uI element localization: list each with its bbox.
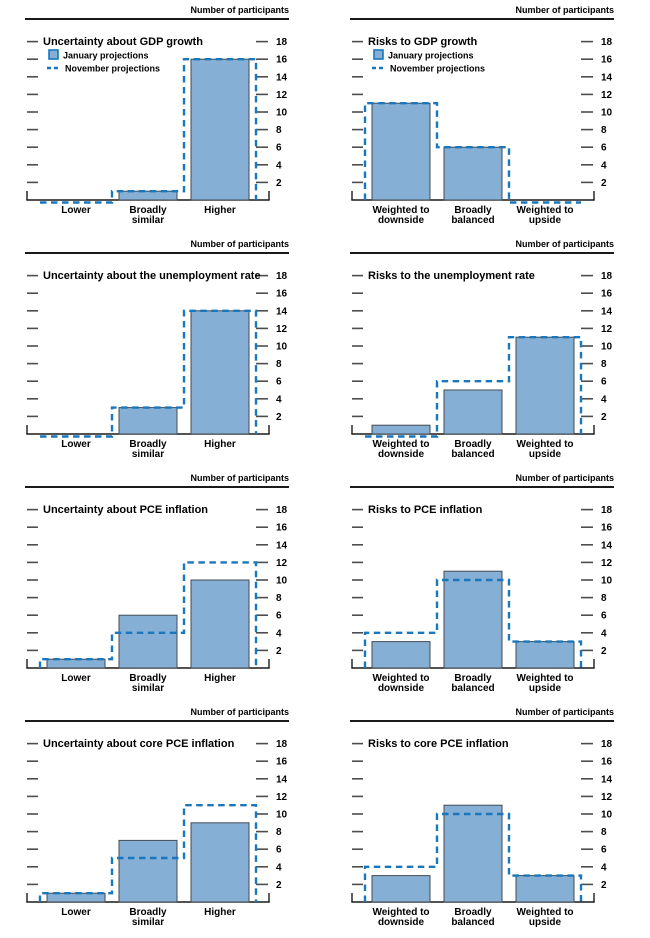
y-tick-label: 4 bbox=[276, 628, 282, 640]
legend-january-label: January projections bbox=[388, 50, 474, 61]
y-tick-label: 6 bbox=[601, 142, 607, 154]
category-label: balanced bbox=[451, 215, 495, 226]
y-axis-title: Number of participants bbox=[515, 707, 614, 717]
y-tick-label: 2 bbox=[276, 411, 282, 423]
panel-risks-core-pce-inflation bbox=[325, 702, 650, 936]
y-tick-label: 4 bbox=[276, 160, 282, 172]
chart-risks-core-pce-inflation bbox=[350, 722, 614, 934]
y-tick-label: 10 bbox=[276, 575, 288, 587]
january-bar bbox=[191, 59, 249, 200]
january-bar bbox=[372, 103, 430, 200]
category-label: Broadly bbox=[129, 439, 167, 450]
panel-title: Risks to the unemployment rate bbox=[368, 270, 535, 283]
y-axis-title: Number of participants bbox=[515, 239, 614, 249]
y-tick-label: 14 bbox=[601, 72, 613, 84]
y-tick-label: 16 bbox=[601, 522, 613, 534]
category-label: similar bbox=[131, 215, 165, 226]
january-bar bbox=[191, 311, 249, 434]
category-label: Broadly bbox=[454, 673, 492, 684]
january-bar bbox=[191, 580, 249, 668]
category-label: similar bbox=[131, 917, 165, 928]
panel-title: Uncertainty about core PCE inflation bbox=[43, 738, 235, 751]
january-bar bbox=[119, 408, 177, 434]
january-bar bbox=[516, 337, 574, 434]
y-tick-label: 12 bbox=[276, 89, 288, 101]
category-label: Broadly bbox=[454, 439, 492, 450]
category-label: Lower bbox=[61, 907, 91, 918]
y-tick-label: 10 bbox=[601, 575, 613, 587]
category-label: downside bbox=[377, 449, 425, 460]
y-tick-label: 2 bbox=[601, 177, 607, 189]
legend-january-swatch bbox=[374, 50, 383, 59]
january-bar bbox=[119, 840, 177, 902]
january-bar bbox=[516, 642, 574, 668]
y-tick-label: 4 bbox=[601, 160, 607, 172]
y-tick-label: 8 bbox=[601, 125, 607, 137]
y-tick-label: 2 bbox=[601, 411, 607, 423]
y-tick-label: 16 bbox=[276, 288, 288, 300]
y-tick-label: 14 bbox=[276, 306, 288, 318]
y-tick-label: 18 bbox=[276, 505, 288, 517]
y-tick-label: 10 bbox=[276, 809, 288, 821]
y-tick-label: 14 bbox=[276, 774, 288, 786]
category-label: Lower bbox=[61, 673, 91, 684]
y-tick-label: 18 bbox=[601, 271, 613, 283]
panel-uncertainty-pce-inflation bbox=[0, 468, 325, 702]
y-tick-label: 6 bbox=[601, 376, 607, 388]
y-tick-label: 2 bbox=[276, 645, 282, 657]
panel-risks-unemployment bbox=[325, 234, 650, 468]
y-tick-label: 12 bbox=[276, 791, 288, 803]
y-axis-title: Number of participants bbox=[190, 5, 289, 15]
y-tick-label: 4 bbox=[601, 394, 607, 406]
y-tick-label: 12 bbox=[601, 791, 613, 803]
bar-chart-canvas bbox=[350, 254, 614, 461]
january-bar bbox=[516, 876, 574, 902]
category-label: Lower bbox=[61, 205, 91, 216]
y-tick-label: 6 bbox=[276, 142, 282, 154]
y-axis-title: Number of participants bbox=[515, 5, 614, 15]
chart-risks-pce-inflation bbox=[350, 488, 614, 700]
y-tick-label: 4 bbox=[276, 862, 282, 874]
category-label: downside bbox=[377, 215, 425, 226]
category-label: balanced bbox=[451, 683, 495, 694]
y-tick-label: 18 bbox=[601, 739, 613, 751]
y-tick-label: 8 bbox=[276, 827, 282, 839]
panel-title: Risks to core PCE inflation bbox=[368, 738, 509, 751]
y-tick-label: 2 bbox=[276, 177, 282, 189]
panel-uncertainty-core-pce-inflation bbox=[0, 702, 325, 936]
category-label: Broadly bbox=[129, 673, 167, 684]
y-tick-label: 8 bbox=[601, 359, 607, 371]
bar-chart-canvas bbox=[350, 20, 614, 227]
chart-uncertainty-core-pce-inflation bbox=[25, 722, 289, 934]
chart-uncertainty-pce-inflation bbox=[25, 488, 289, 700]
y-tick-label: 6 bbox=[276, 610, 282, 622]
category-label: Higher bbox=[204, 205, 236, 216]
category-label: downside bbox=[377, 683, 425, 694]
panel-risks-pce-inflation bbox=[325, 468, 650, 702]
january-bar bbox=[444, 805, 502, 902]
legend-january-swatch bbox=[49, 50, 58, 59]
y-tick-label: 12 bbox=[601, 89, 613, 101]
y-tick-label: 16 bbox=[276, 756, 288, 768]
y-tick-label: 12 bbox=[276, 557, 288, 569]
y-tick-label: 6 bbox=[276, 844, 282, 856]
january-bar bbox=[444, 147, 502, 200]
chart-uncertainty-unemployment bbox=[25, 254, 289, 466]
y-tick-label: 10 bbox=[276, 107, 288, 119]
y-tick-label: 18 bbox=[601, 37, 613, 49]
y-tick-label: 10 bbox=[276, 341, 288, 353]
y-tick-label: 6 bbox=[601, 610, 607, 622]
panel-title: Uncertainty about GDP growth bbox=[43, 36, 203, 49]
y-tick-label: 8 bbox=[601, 593, 607, 605]
y-axis-title: Number of participants bbox=[190, 239, 289, 249]
y-axis-title: Number of participants bbox=[190, 473, 289, 483]
y-tick-label: 18 bbox=[276, 271, 288, 283]
january-bar bbox=[444, 571, 502, 668]
y-tick-label: 18 bbox=[276, 37, 288, 49]
january-bar bbox=[444, 390, 502, 434]
category-label: Higher bbox=[204, 439, 236, 450]
chart-risks-gdp-growth bbox=[350, 20, 614, 232]
bar-chart-canvas bbox=[350, 488, 614, 695]
category-label: Higher bbox=[204, 673, 236, 684]
y-tick-label: 16 bbox=[276, 54, 288, 66]
y-tick-label: 6 bbox=[601, 844, 607, 856]
category-label: Weighted to bbox=[372, 439, 430, 450]
category-label: Weighted to bbox=[516, 205, 574, 216]
category-label: Weighted to bbox=[372, 907, 430, 918]
category-label: upside bbox=[528, 449, 562, 460]
category-label: Weighted to bbox=[516, 673, 574, 684]
category-label: Weighted to bbox=[372, 673, 430, 684]
category-label: downside bbox=[377, 917, 425, 928]
y-tick-label: 14 bbox=[276, 72, 288, 84]
panel-uncertainty-unemployment bbox=[0, 234, 325, 468]
y-tick-label: 10 bbox=[601, 809, 613, 821]
y-tick-label: 2 bbox=[601, 645, 607, 657]
category-label: similar bbox=[131, 449, 165, 460]
category-label: Weighted to bbox=[516, 907, 574, 918]
category-label: upside bbox=[528, 917, 562, 928]
y-tick-label: 16 bbox=[601, 54, 613, 66]
legend-january-label: January projections bbox=[63, 50, 149, 61]
panel-title: Uncertainty about the unemployment rate bbox=[43, 270, 261, 283]
bar-chart-canvas bbox=[25, 722, 289, 929]
category-label: balanced bbox=[451, 449, 495, 460]
y-tick-label: 12 bbox=[276, 323, 288, 335]
january-bar bbox=[119, 191, 177, 200]
category-label: Broadly bbox=[129, 205, 167, 216]
y-tick-label: 4 bbox=[276, 394, 282, 406]
y-tick-label: 8 bbox=[276, 125, 282, 137]
chart-uncertainty-gdp-growth bbox=[25, 20, 289, 232]
y-tick-label: 14 bbox=[601, 774, 613, 786]
y-tick-label: 8 bbox=[276, 593, 282, 605]
panel-title: Uncertainty about PCE inflation bbox=[43, 504, 209, 517]
january-bar bbox=[47, 659, 105, 668]
category-label: Higher bbox=[204, 907, 236, 918]
y-axis-title: Number of participants bbox=[190, 707, 289, 717]
y-axis-title: Number of participants bbox=[515, 473, 614, 483]
january-bar bbox=[372, 876, 430, 902]
y-tick-label: 14 bbox=[276, 540, 288, 552]
y-tick-label: 16 bbox=[276, 522, 288, 534]
y-tick-label: 18 bbox=[601, 505, 613, 517]
bar-chart-canvas bbox=[25, 20, 289, 227]
y-tick-label: 8 bbox=[601, 827, 607, 839]
january-bar bbox=[191, 823, 249, 902]
y-tick-label: 12 bbox=[601, 323, 613, 335]
january-bar bbox=[119, 615, 177, 668]
category-label: Weighted to bbox=[372, 205, 430, 216]
bar-chart-canvas bbox=[350, 722, 614, 929]
january-bar bbox=[372, 425, 430, 434]
january-bar bbox=[372, 642, 430, 668]
y-tick-label: 14 bbox=[601, 306, 613, 318]
panel-risks-gdp-growth bbox=[325, 0, 650, 234]
category-label: balanced bbox=[451, 917, 495, 928]
category-label: upside bbox=[528, 215, 562, 226]
category-label: Broadly bbox=[129, 907, 167, 918]
y-tick-label: 2 bbox=[601, 879, 607, 891]
y-tick-label: 18 bbox=[276, 739, 288, 751]
y-tick-label: 10 bbox=[601, 341, 613, 353]
category-label: Broadly bbox=[454, 907, 492, 918]
panel-uncertainty-gdp-growth bbox=[0, 0, 325, 234]
legend-november-label: November projections bbox=[65, 63, 161, 74]
y-tick-label: 10 bbox=[601, 107, 613, 119]
y-tick-label: 4 bbox=[601, 628, 607, 640]
legend-november-label: November projections bbox=[390, 63, 486, 74]
category-label: Weighted to bbox=[516, 439, 574, 450]
y-tick-label: 14 bbox=[601, 540, 613, 552]
y-tick-label: 16 bbox=[601, 756, 613, 768]
y-tick-label: 16 bbox=[601, 288, 613, 300]
y-tick-label: 12 bbox=[601, 557, 613, 569]
y-tick-label: 2 bbox=[276, 879, 282, 891]
category-label: upside bbox=[528, 683, 562, 694]
bar-chart-canvas bbox=[25, 254, 289, 461]
bar-chart-canvas bbox=[25, 488, 289, 695]
chart-risks-unemployment bbox=[350, 254, 614, 466]
panel-title: Risks to PCE inflation bbox=[368, 504, 483, 517]
category-label: Broadly bbox=[454, 205, 492, 216]
y-tick-label: 6 bbox=[276, 376, 282, 388]
category-label: similar bbox=[131, 683, 165, 694]
panel-title: Risks to GDP growth bbox=[368, 36, 478, 49]
january-bar bbox=[47, 893, 105, 902]
y-tick-label: 8 bbox=[276, 359, 282, 371]
y-tick-label: 4 bbox=[601, 862, 607, 874]
category-label: Lower bbox=[61, 439, 91, 450]
